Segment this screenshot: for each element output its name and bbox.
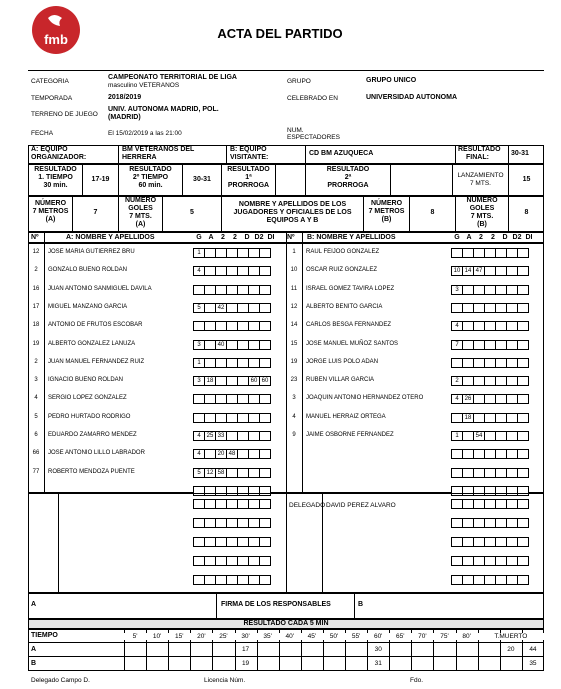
player-name: JOSE ANTONIO LILLO LABRADOR — [48, 450, 145, 457]
stats-row-b — [451, 431, 529, 441]
official-row-a — [193, 537, 271, 547]
col-header-a-1: A — [208, 234, 214, 241]
col-header-a-0: G — [196, 234, 202, 241]
stat-cell[interactable] — [259, 321, 271, 331]
stat-cell[interactable]: 25 — [204, 431, 216, 441]
stat-cell[interactable] — [259, 340, 271, 350]
stat-cell[interactable]: 18 — [462, 413, 474, 423]
stats-row-a — [193, 394, 271, 404]
player-number: 18 — [32, 322, 40, 329]
stats-row-a — [193, 340, 271, 350]
mid-label-2: JUGADORES Y OFICIALES DE LOS — [233, 209, 352, 216]
stat-cell[interactable] — [517, 303, 529, 313]
player-name: EDUARDO ZAMARRO MENDEZ — [48, 432, 137, 438]
stat-cell[interactable]: 1 — [451, 431, 463, 441]
stats-row-a — [193, 431, 271, 441]
b-delegado-label: DELEGADO — [289, 502, 326, 509]
stat-cell[interactable]: 4 — [193, 266, 205, 276]
ga-label-4: (A) — [135, 221, 146, 228]
timeline-row-b-cell: 35 — [529, 660, 537, 667]
col-header-b-1: A — [466, 234, 472, 241]
official-row-b — [451, 575, 529, 585]
player-name: JOSE MARIA GUTIERREZ BRU — [48, 249, 135, 255]
stat-cell[interactable]: 1 — [193, 248, 205, 258]
terreno-value-sub: (MADRID) — [108, 114, 141, 121]
na-label: NÚMERO — [34, 200, 67, 207]
player-name: ISRAEL GOMEZ TAVIRA LOPEZ — [306, 285, 395, 292]
stats-row-b — [451, 358, 529, 368]
stat-cell[interactable]: 3 — [193, 376, 205, 386]
col-header-b-5: D2 — [512, 234, 522, 241]
lanz-label-2: 7 MTS. — [470, 180, 491, 187]
player-number: 23 — [290, 377, 298, 384]
player-name: ROBERTO MENDOZA PUENTE — [48, 468, 135, 475]
team-a-label: A: EQUIPO — [31, 146, 68, 153]
stats-row-b — [451, 248, 529, 258]
stat-cell[interactable] — [517, 499, 529, 509]
player-number: 10 — [290, 267, 298, 274]
official-row-b — [451, 537, 529, 547]
timeline-header: 55' — [345, 633, 367, 640]
timeline-row-a-label: A — [31, 646, 37, 653]
p2-label-2: 2ª — [344, 174, 352, 181]
stats-row-a — [193, 413, 271, 423]
na-label-3: (A) — [45, 216, 56, 223]
stat-cell[interactable] — [517, 431, 529, 441]
player-number: 9 — [292, 432, 296, 438]
timeline-row-b-cell: 31 — [374, 660, 382, 667]
stat-cell[interactable] — [517, 248, 529, 258]
player-name: IGNACIO BUENO ROLDAN — [48, 377, 124, 384]
stat-cell[interactable] — [259, 394, 271, 404]
stat-cell[interactable] — [259, 303, 271, 313]
player-name: CARLOS BESGA FERNANDEZ — [306, 322, 392, 329]
stat-cell[interactable] — [259, 285, 271, 295]
stat-cell[interactable] — [259, 358, 271, 368]
stat-cell[interactable] — [259, 499, 271, 509]
stats-row-b — [451, 449, 529, 459]
stat-cell[interactable] — [517, 413, 529, 423]
firma-b: B — [358, 601, 364, 608]
player-number: 2 — [34, 358, 38, 365]
col-header-a-2: 2 — [221, 234, 225, 241]
mid-label-3: EQUIPOS A Y B — [266, 217, 319, 224]
stat-cell[interactable] — [517, 449, 529, 459]
player-name: ALBERTO GONZALEZ LANUZA — [48, 340, 136, 347]
grupo-value: GRUPO UNICO — [366, 77, 417, 84]
stats-row-a — [193, 303, 271, 313]
official-row-a — [193, 499, 271, 509]
player-number: 19 — [290, 358, 298, 365]
col-name-b: B: NOMBRE Y APELLIDOS — [307, 234, 396, 241]
stat-cell[interactable] — [259, 266, 271, 276]
grupo-label: GRUPO — [287, 78, 311, 85]
player-number: 2 — [34, 267, 38, 274]
stats-row-a — [193, 376, 271, 386]
player-number: 77 — [32, 468, 40, 475]
timeline-header: 30' — [235, 633, 257, 640]
stat-cell[interactable]: 48 — [226, 449, 238, 459]
footer-fdo: Fdo. — [410, 677, 424, 684]
final-label: RESULTADO — [458, 146, 501, 153]
logo-text: fmb — [44, 32, 68, 47]
team-b-label: B: EQUIPO — [230, 146, 267, 153]
na-label-2: 7 METROS — [32, 208, 69, 215]
stat-cell[interactable]: 47 — [473, 266, 485, 276]
player-name: RAUL FEIJOO GONZALEZ — [306, 249, 380, 255]
stat-cell[interactable]: 26 — [462, 394, 474, 404]
stat-cell[interactable]: 42 — [215, 303, 227, 313]
col-header-a-4: D — [244, 234, 250, 241]
stat-cell[interactable] — [517, 358, 529, 368]
stat-cell[interactable] — [259, 431, 271, 441]
stat-cell[interactable]: 40 — [215, 340, 227, 350]
r1-score: 17-19 — [91, 176, 110, 183]
celebrado-value: UNIVERSIDAD AUTONOMA — [366, 94, 458, 101]
player-name: SERGIO LOPEZ GONZALEZ — [48, 395, 127, 402]
col-name-a: A: NOMBRE Y APELLIDOS — [66, 234, 155, 241]
player-number: 17 — [32, 303, 40, 310]
timeline-header: 25' — [212, 633, 234, 640]
p1-label: RESULTADO — [227, 166, 270, 173]
stats-row-b — [451, 376, 529, 386]
stat-cell[interactable]: 60 — [248, 376, 260, 386]
lanz-label: LANZAMIENTO — [457, 172, 504, 179]
player-number: 3 — [292, 395, 296, 402]
timeline-row-b-cell: 19 — [241, 660, 250, 667]
team-b-label-sub: VISITANTE: — [230, 154, 269, 161]
team-a-label-sub: ORGANIZADOR: — [31, 154, 87, 161]
col-no-b: Nº — [287, 234, 295, 241]
stats-row-b — [451, 340, 529, 350]
player-name: JORGE LUIS POLO ADAN — [306, 358, 379, 365]
ga-label-2: GOLES — [128, 205, 153, 212]
terreno-value: UNIV. AUTONOMA MADRID, POL. — [108, 106, 219, 113]
stat-cell[interactable]: 14 — [462, 266, 474, 276]
stats-row-a — [193, 248, 271, 258]
col-header-b-2: 2 — [479, 234, 483, 241]
ga-label: NÚMERO — [124, 197, 157, 204]
stat-cell[interactable]: 2 — [451, 376, 463, 386]
official-row-b — [451, 499, 529, 509]
col-header-b-0: G — [454, 234, 460, 241]
player-name: JOSE MANUEL MUÑOZ SANTOS — [306, 340, 399, 347]
stat-cell[interactable]: 12 — [204, 468, 216, 478]
player-number: 6 — [34, 432, 38, 438]
timeline-header: 75' — [433, 633, 455, 640]
stats-row-b — [451, 413, 529, 423]
espectadores-label: NUM. — [287, 127, 304, 134]
timeline-header: 35' — [257, 633, 279, 640]
team-a-name-sub: HERRERA — [122, 154, 157, 161]
col-header-a-5: D2 — [254, 234, 264, 241]
timeline-row-a-cell: 20 — [507, 646, 515, 653]
stats-row-b — [451, 266, 529, 276]
stat-cell[interactable]: 20 — [215, 449, 227, 459]
player-number: 3 — [34, 377, 38, 384]
footer-licencia: Licencia Núm. — [204, 677, 246, 684]
stat-cell[interactable] — [517, 468, 529, 478]
categoria-label: CATEGORIA — [31, 78, 69, 85]
player-number: 66 — [32, 450, 40, 457]
official-row-a — [193, 518, 271, 528]
final-score: 30-31 — [511, 150, 529, 157]
page-title: ACTA DEL PARTIDO — [217, 26, 343, 41]
b-delegado-name: DAVID PEREZ ALVARO — [326, 502, 396, 509]
gb-label-2: GOLES — [469, 205, 495, 212]
timeline-header: 45' — [301, 633, 323, 640]
timeline-header: 80' — [456, 633, 478, 640]
ga-label-3: 7 MTS. — [129, 213, 152, 220]
fecha-value: El 15/02/2019 a las 21:00 — [108, 130, 182, 137]
stat-cell[interactable] — [517, 556, 529, 566]
stats-row-b — [451, 303, 529, 313]
timeline-header: 60' — [367, 633, 389, 640]
nb-label-3: (B) — [381, 216, 392, 223]
nb-label-2: 7 METROS — [368, 208, 405, 215]
stat-cell[interactable] — [517, 340, 529, 350]
fmb-logo — [30, 4, 82, 56]
firma-label: FIRMA DE LOS RESPONSABLES — [221, 601, 331, 608]
na-value: 7 — [93, 209, 98, 216]
p2-label-3: PRORROGA — [327, 182, 369, 189]
col-no-a: Nº — [31, 234, 39, 241]
stat-cell[interactable]: 4 — [193, 431, 205, 441]
official-row-a — [193, 575, 271, 585]
stat-cell[interactable]: 4 — [451, 394, 463, 404]
official-row-a — [193, 556, 271, 566]
player-name: MANUEL HERRAIZ ORTEGA — [306, 413, 386, 420]
player-number: 11 — [290, 285, 298, 292]
stat-cell[interactable] — [517, 537, 529, 547]
col-header-b-3: 2 — [491, 234, 495, 241]
temporada-value: 2018/2019 — [108, 94, 142, 101]
r1-label-2: 1. TIEMPO — [38, 174, 73, 181]
final-label-sub: FINAL: — [466, 154, 489, 161]
timeline-row-b-label: B — [31, 660, 37, 667]
stat-cell[interactable] — [517, 376, 529, 386]
stats-row-b — [451, 285, 529, 295]
firma-a: A — [31, 601, 37, 608]
stat-cell[interactable]: 33 — [215, 431, 227, 441]
r2-label: RESULTADO — [129, 166, 172, 173]
temporada-label: TEMPORADA — [31, 95, 73, 102]
nb-value: 8 — [430, 209, 435, 216]
stat-cell[interactable] — [517, 266, 529, 276]
gb-label-4: (B) — [477, 221, 487, 228]
r2-label-2: 2º TIEMPO — [132, 174, 169, 181]
official-row-b — [451, 556, 529, 566]
timeline-header: 20' — [190, 633, 212, 640]
p1-label-2: 1ª — [245, 174, 252, 181]
p1-label-3: PRORROGA — [227, 182, 270, 189]
player-number: 15 — [290, 340, 298, 347]
player-name: JUAN ANTONIO SANMIGUEL DAVILA — [48, 285, 152, 292]
player-number: 1 — [292, 249, 296, 255]
player-name: PEDRO HURTADO RODRIGO — [48, 413, 131, 420]
stat-cell[interactable]: 7 — [451, 340, 463, 350]
stat-cell[interactable] — [259, 248, 271, 258]
stat-cell[interactable] — [517, 518, 529, 528]
categoria-value: CAMPEONATO TERRITORIAL DE LIGA — [108, 74, 237, 81]
stat-cell[interactable]: 58 — [215, 468, 227, 478]
fecha-label: FECHA — [31, 130, 54, 137]
stats-row-a — [193, 358, 271, 368]
col-header-b-4: D — [502, 234, 508, 241]
gb-label-3: 7 MTS. — [470, 213, 494, 220]
stat-cell[interactable]: 18 — [204, 376, 216, 386]
stat-cell[interactable] — [259, 449, 271, 459]
p2-label: RESULTADO — [326, 166, 370, 173]
mid-label: NOMBRE Y APELLIDOS DE LOS — [238, 201, 347, 208]
player-number: 16 — [32, 285, 40, 292]
player-name: JAIME OSBORNE FERNANDEZ — [306, 432, 394, 438]
player-name: ANTONIO DE FRUTOS ESCOBAR — [48, 322, 143, 329]
stat-cell[interactable]: 5 — [193, 468, 205, 478]
stat-cell[interactable] — [259, 537, 271, 547]
timeline-header: 15' — [168, 633, 190, 640]
player-number: 4 — [34, 395, 38, 402]
team-b-name: CD BM AZUQUECA — [309, 150, 374, 157]
stats-row-a — [193, 321, 271, 331]
timeline-header: 10' — [146, 633, 168, 640]
stats-row-a — [193, 468, 271, 478]
timeline-header: 40' — [279, 633, 301, 640]
stat-cell[interactable]: 4 — [451, 321, 463, 331]
ga-value: 5 — [190, 209, 194, 216]
timeline-row-a-cell: 17 — [241, 646, 250, 653]
player-name: JOAQUIN ANTONIO HERNANDEZ OTERO — [306, 395, 424, 402]
stats-row-b — [451, 394, 529, 404]
player-name: OSCAR RUIZ GONZALEZ — [306, 267, 378, 274]
stat-cell[interactable] — [259, 468, 271, 478]
timeline-header: T.MUERTO — [478, 633, 544, 640]
stat-cell[interactable]: 60 — [259, 376, 271, 386]
col-header-b-6: DI — [525, 234, 533, 241]
tiempo-label: TIEMPO — [31, 632, 58, 639]
team-a-name: BM VETERANOS DEL — [122, 146, 195, 153]
r2-label-3: 60 min. — [138, 182, 163, 189]
player-number: 4 — [292, 413, 296, 420]
r2-score: 30-31 — [193, 176, 211, 183]
player-name: RUBEN VILLAR GARCIA — [306, 377, 375, 384]
stats-row-b — [451, 468, 529, 478]
stats-row-a — [193, 266, 271, 276]
stat-cell[interactable]: 3 — [451, 285, 463, 295]
stat-cell[interactable] — [517, 285, 529, 295]
player-number: 14 — [290, 322, 298, 329]
timeline-header: 50' — [323, 633, 345, 640]
espectadores-label-sub: ESPECTADORES — [287, 134, 340, 141]
timeline-row-a-cell: 30 — [374, 646, 382, 653]
stat-cell[interactable]: 4 — [193, 449, 205, 459]
r1-label: RESULTADO — [34, 166, 77, 173]
stat-cell[interactable]: 10 — [451, 266, 463, 276]
col-header-a-3: 2 — [233, 234, 237, 241]
official-row-b — [451, 518, 529, 528]
stats-row-a — [193, 449, 271, 459]
lanz-value: 15 — [522, 176, 531, 183]
stat-cell[interactable] — [259, 556, 271, 566]
stat-cell[interactable] — [259, 575, 271, 585]
stat-cell[interactable]: 3 — [193, 340, 205, 350]
player-name: GONZALO BUENO ROLDAN — [48, 267, 128, 274]
timeline-header: 65' — [389, 633, 411, 640]
player-name: MIGUEL MANZANO GARCIA — [48, 303, 128, 310]
stats-row-b — [451, 321, 529, 331]
r1-label-3: 30 min. — [43, 182, 68, 189]
timeline-row-a-cell: 44 — [529, 646, 537, 653]
player-name: ALBERTO BENITO GARCIA — [306, 303, 383, 310]
player-number: 12 — [32, 249, 40, 255]
gb-label: NÚMERO — [466, 197, 498, 204]
stat-cell[interactable] — [517, 575, 529, 585]
timeline-title: RESULTADO CADA 5 MIN — [243, 620, 329, 627]
stat-cell[interactable] — [259, 413, 271, 423]
player-number: 19 — [32, 340, 40, 347]
terreno-label: TERRENO DE JUEGO — [31, 111, 98, 118]
stat-cell[interactable]: 54 — [473, 431, 485, 441]
player-number: 5 — [34, 413, 38, 420]
celebrado-label: CELEBRADO EN — [287, 95, 338, 102]
stat-cell[interactable]: 5 — [193, 303, 205, 313]
stats-row-a — [193, 285, 271, 295]
nb-label: NÚMERO — [370, 200, 403, 207]
stat-cell[interactable] — [517, 394, 529, 404]
gb-value: 8 — [524, 209, 529, 216]
timeline-header: 70' — [411, 633, 433, 640]
col-header-a-6: DI — [267, 234, 275, 241]
footer-delegado: Delegado Campo D. — [31, 677, 90, 684]
player-number: 12 — [290, 303, 298, 310]
stat-cell[interactable] — [517, 321, 529, 331]
stat-cell[interactable]: 1 — [193, 358, 205, 368]
player-name: JUAN MANUEL FERNANDEZ RUIZ — [48, 358, 145, 365]
timeline-header: 5' — [124, 633, 146, 640]
stat-cell[interactable] — [259, 518, 271, 528]
categoria-value-sub: masculino VETERANOS — [108, 82, 180, 89]
